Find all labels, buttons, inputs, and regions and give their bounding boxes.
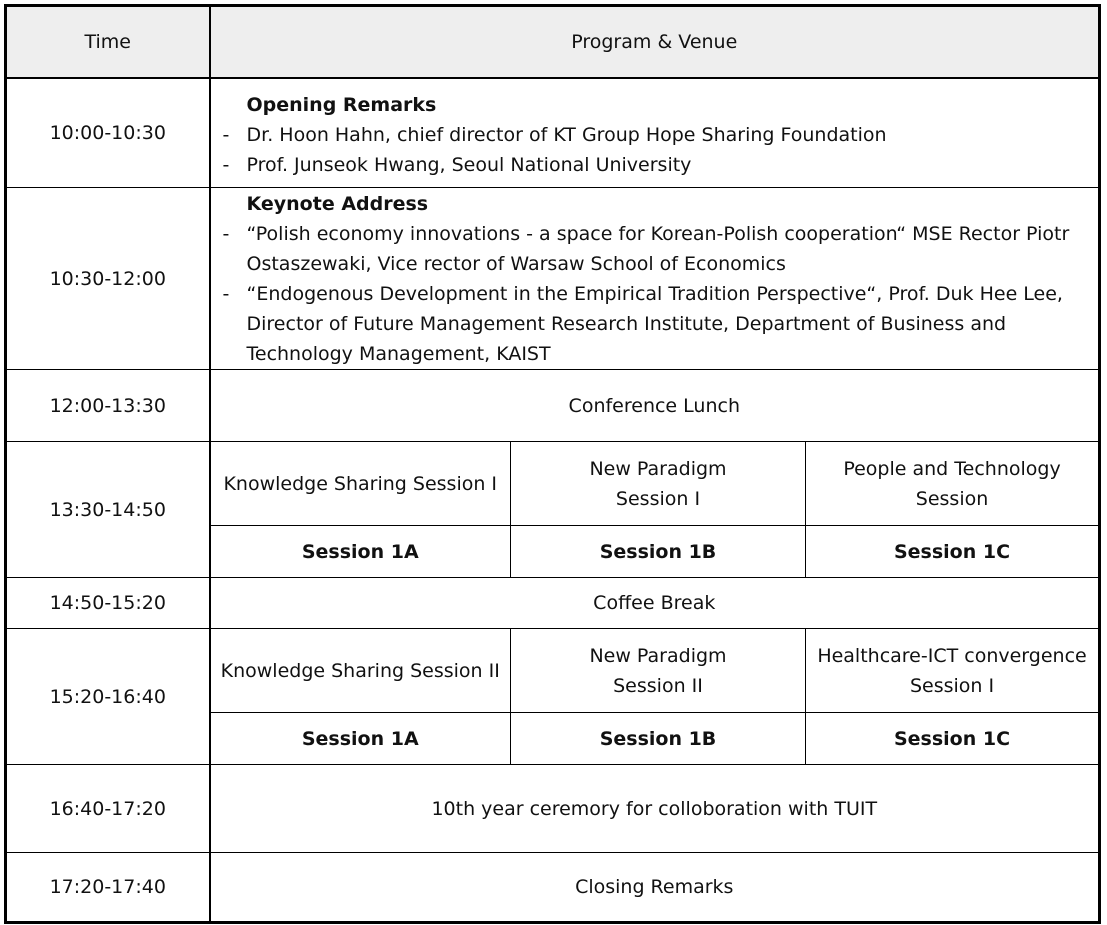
lunch-row — [6, 370, 1100, 442]
program-header: Program & Venue — [210, 6, 1100, 78]
closing-row — [6, 853, 1100, 923]
closing-time: 17:20-17:40 — [6, 853, 210, 923]
coffee-row — [6, 578, 1100, 629]
closing-label: Closing Remarks — [210, 853, 1100, 923]
opening-speaker-1: - Dr. Hoon Hahn, chief director of KT Group Hope Sharing Foundation — [222, 123, 887, 146]
sessions2-track-row — [6, 629, 1100, 713]
opening-detail — [210, 78, 1100, 188]
sessions1-room-a: Session 1A — [210, 526, 511, 578]
keynote-talk-2: - “Endogenous Development in the Empirical Tradition Perspective“, Prof. Duk Hee Lee, Director of Future Management Research Institute, Department of Business and Technology Management, KAIST — [222, 283, 1063, 365]
sessions2-room-c: Session 1C — [806, 713, 1100, 765]
sessions1-track-row — [6, 442, 1100, 526]
coffee-time: 14:50-15:20 — [6, 578, 210, 629]
sessions1-time: 13:30-14:50 — [6, 442, 210, 578]
keynote-detail — [210, 188, 1100, 370]
keynote-time: 10:30-12:00 — [6, 188, 210, 370]
sessions2-track-c: Healthcare-ICT convergence Session I — [806, 629, 1100, 713]
opening-row — [6, 78, 1100, 188]
opening-title: Opening Remarks — [246, 93, 437, 116]
lunch-time: 12:00-13:30 — [6, 370, 210, 442]
sessions2-track-b: New Paradigm Session II — [511, 629, 806, 713]
sessions2-track-a: Knowledge Sharing Session II — [210, 629, 511, 713]
header-row — [6, 6, 1100, 78]
keynote-row — [6, 188, 1100, 370]
sessions2-room-b: Session 1B — [511, 713, 806, 765]
keynote-title: Keynote Address — [246, 193, 429, 215]
schedule-table — [4, 4, 1101, 924]
ceremony-time: 16:40-17:20 — [6, 765, 210, 853]
sessions2-room-a: Session 1A — [210, 713, 511, 765]
opening-speaker-2: - Prof. Junseok Hwang, Seoul National University — [222, 153, 692, 176]
coffee-label: Coffee Break — [210, 578, 1100, 629]
ceremony-row — [6, 765, 1100, 853]
sessions1-room-c: Session 1C — [806, 526, 1100, 578]
sessions1-track-b: New Paradigm Session I — [511, 442, 806, 526]
sessions1-track-c: People and Technology Session — [806, 442, 1100, 526]
ceremony-label: 10th year ceremory for colloboration with TUIT — [210, 765, 1100, 853]
lunch-label: Conference Lunch — [210, 370, 1100, 442]
time-header: Time — [6, 6, 210, 78]
sessions1-room-b: Session 1B — [511, 526, 806, 578]
sessions2-time: 15:20-16:40 — [6, 629, 210, 765]
sessions1-track-a: Knowledge Sharing Session I — [210, 442, 511, 526]
opening-time: 10:00-10:30 — [6, 78, 210, 188]
keynote-talk-1: - “Polish economy innovations - a space for Korean-Polish cooperation“ MSE Rector Piotr Ostaszewaki, Vice rector of Warsaw School of Economics — [222, 223, 1070, 275]
